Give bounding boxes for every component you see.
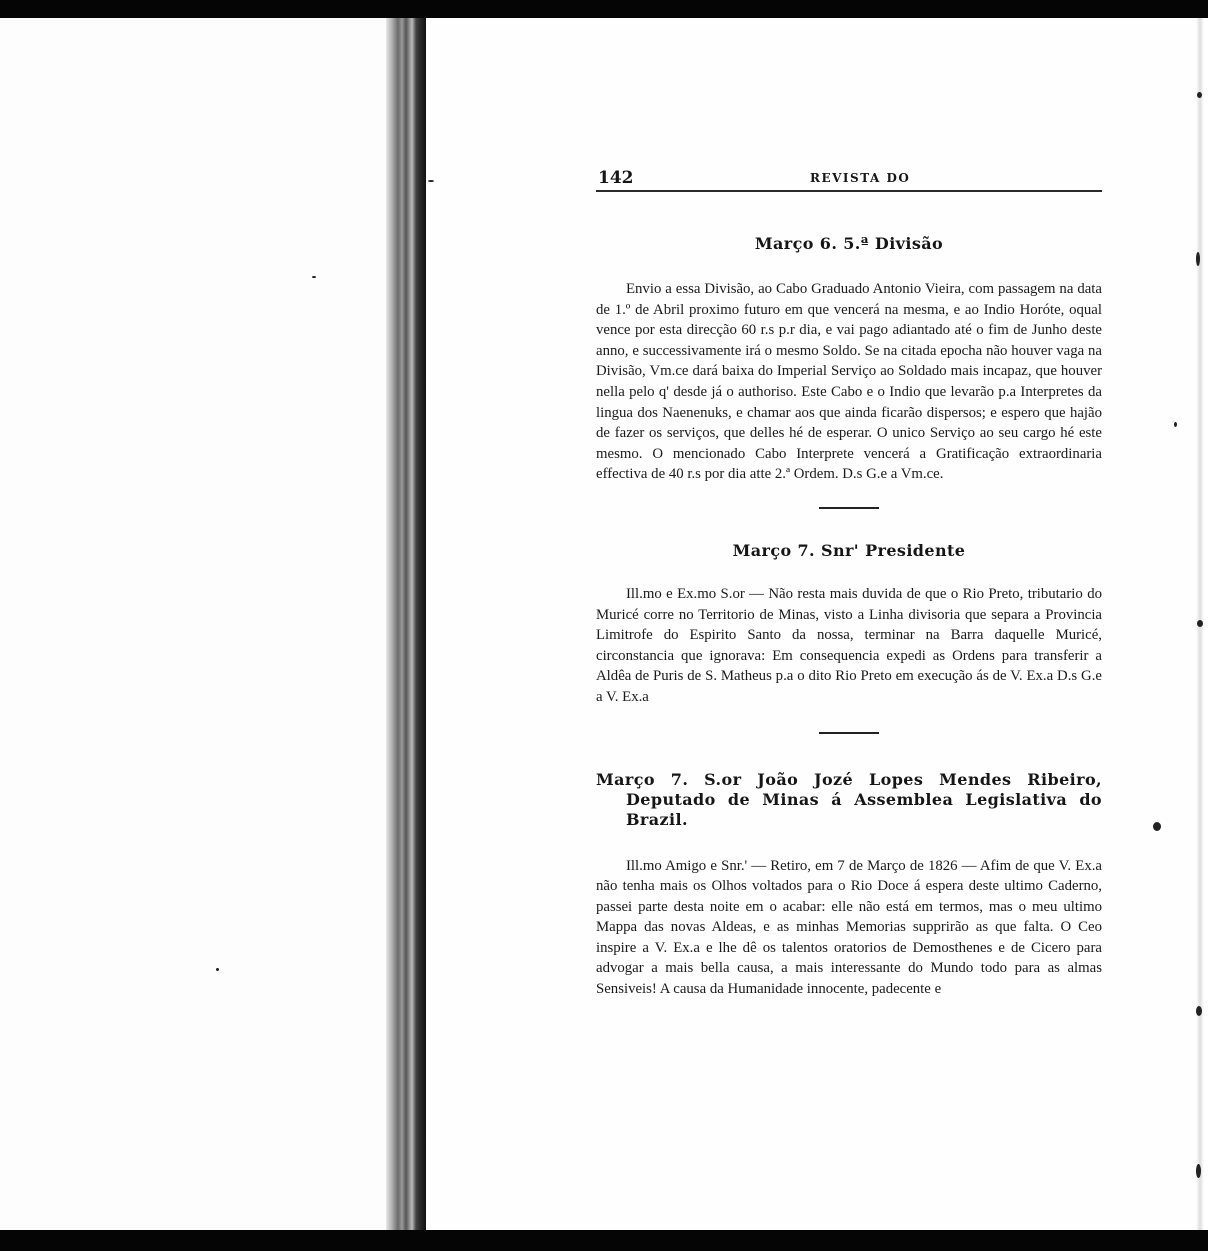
page-header [596, 166, 1102, 192]
scan-speck [1153, 822, 1161, 831]
scan-speck [1174, 422, 1177, 427]
printed-page [596, 166, 1102, 1000]
scan-speck [1196, 1164, 1201, 1178]
entry-body: Ill.mo e Ex.mo S.or — Não resta mais duvida de que o Rio Preto, tributario do Muricé corre no Territorio de Minas, visto a Linha divisoria que separa a Provincia Limitrofe do Espirito Santo da nossa, terminar na Barra daquelle Muricé, circonstancia que ignorava: Em consequencia expedi as Ordens para transferir a Aldêa de Puris de S. Matheus p.a o dito Rio Preto em execução ás de V. Ex.a D.s G.e a V. Ex.a [596, 585, 1102, 705]
entry-title: Março 6. 5.ª Divisão [754, 234, 944, 253]
scan-speck [1196, 252, 1200, 266]
entry-body: Envio a essa Divisão, ao Cabo Graduado Antonio Vieira, com passagem na data de 1.º de Abril proximo futuro em que vencerá na mesma, e ao Indio Horóte, oqual vence por esta direcção 60 r.s p.r dia, e vai pago adiantado até o fim de Junho deste anno, e successivamente irá o mesmo Soldo. Se na citada epocha não houver vaga na Divisão, Vm.ce dará baixa do Imperial Serviço ao Soldado mais incapaz, que houver nella pelo q' desde já o authoriso. Este Cabo e o Indio que levarão p.a Interpretes da lingua dos Naenenuks, e chamar aos que ainda ficarão dispersos; e espero que hajão de fazer os serviços, que delles hé de esperar. O unico Serviço ao seu cargo hé este mesmo. O mencionado Cabo Interprete vencerá a Gratificação extraordinaria effectiva de 40 r.s por dia atte 2.ª Ordem. D.s G.e a Vm.ce. [596, 281, 1102, 483]
scan-speck [216, 968, 219, 971]
scan-speck [1197, 620, 1203, 627]
scan-bottom-border [0, 1230, 1208, 1251]
scan-top-border [0, 0, 1208, 20]
page-number: 142 [598, 168, 634, 188]
scan-speck [1197, 92, 1202, 98]
entry-body: Ill.mo Amigo e Snr.' — Retiro, em 7 de Março de 1826 — Afim de que V. Ex.a não tenha mais os Olhos voltados para o Rio Doce á espera deste ultimo Caderno, passei parte desta noite em o acabar: elle não está em termos, mas o meu ultimo Mappa das novas Aldeas, e as minhas Memorias supprirão as que falta. O Ceo inspire a V. Ex.a e lhe dê os talentos oratorios de Demosthenes e de Cicero para advogar a mais bella causa, a mais interessante do Mundo todo para as almas Sensiveis! A causa da Humanidade innocente, padecente e [596, 857, 1102, 998]
scan-speck [428, 180, 434, 182]
book-gutter [386, 18, 426, 1232]
facing-page-blank [0, 18, 388, 1232]
scan-speck [312, 276, 316, 278]
entry-title: Março 7. Snr' Presidente [732, 540, 966, 560]
entry-title: Março 7. S.or João Jozé Lopes Mendes Ribeiro, Deputado de Minas á Assemblea Legislativa do Brazil. [596, 769, 1102, 829]
running-head: REVISTA DO [810, 171, 911, 185]
scan-speck [1196, 1006, 1202, 1016]
